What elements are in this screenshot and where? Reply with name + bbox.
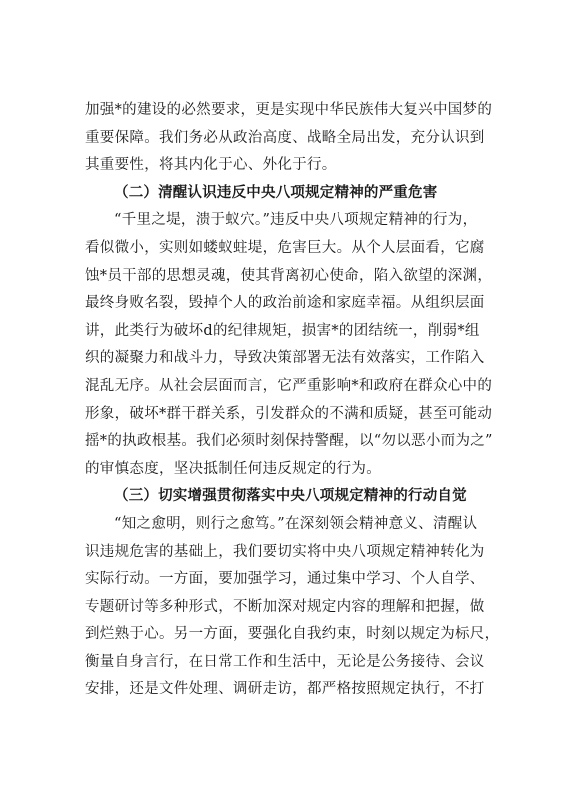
- paragraph-line: “知之愈明，则行之愈笃。”在深刻领会精神意义、清醒认: [114, 515, 478, 532]
- paragraph-line: 重要保障。我们务必从政治高度、战略全局出发，充分认识到: [85, 129, 485, 146]
- paragraph-line: 衡量自身言行，在日常工作和生活中，无论是公务接待、会议: [85, 653, 485, 670]
- paragraph-line: 专题研讨等多种形式，不断加深对规定内容的理解和把握，做: [85, 598, 485, 615]
- paragraph-line: 看似微小，实则如蝼蚁蛀堤，危害巨大。从个人层面看，它腐: [85, 239, 485, 256]
- section-1-tail: [85, 97, 493, 180]
- paragraph-line: 混乱无序。从社会层面而言，它严重影响*和政府在群众心中的: [85, 377, 493, 394]
- section-3: [85, 483, 500, 704]
- paragraph-line: 其重要性，将其内化于心、外化于行。: [85, 157, 337, 174]
- section-heading: （二）清醒认识违反中央八项规定精神的严重危害: [114, 184, 438, 201]
- paragraph-line: 织的凝聚力和战斗力，导致决策部署无法有效落实，工作陷入: [85, 350, 485, 367]
- paragraph-line: 最终身败名裂，毁掉个人的政治前途和家庭幸福。从组织层面: [85, 295, 485, 312]
- paragraph-line: 到烂熟于心。另一方面，要强化自我约束，时刻以规定为标尺，: [85, 626, 500, 643]
- section-2: [85, 180, 493, 484]
- document-body: [85, 97, 500, 704]
- paragraph-line: 安排，还是文件处理、调研走访，都严格按照规定执行，不打: [85, 681, 485, 698]
- section-heading: （三）切实增强贯彻落实中央八项规定精神的行动自觉: [114, 488, 467, 505]
- paragraph-line: 蚀*员干部的思想灵魂，使其背离初心使命，陷入欲望的深渊，: [85, 267, 493, 284]
- paragraph-line: “千里之堤，溃于蚁穴。”违反中央八项规定精神的行为，: [114, 212, 478, 229]
- paragraph-line: 讲，此类行为破坏d的纪律规矩，损害*的团结统一，削弱*组: [85, 322, 480, 339]
- paragraph-line: 实际行动。一方面，要加强学习，通过集中学习、个人自学、: [85, 571, 485, 588]
- paragraph-line: 加强*的建设的必然要求，更是实现中华民族伟大复兴中国梦的: [85, 102, 493, 118]
- paragraph-line: 识违规危害的基础上，我们要切实将中央八项规定精神转化为: [85, 543, 485, 560]
- paragraph-line: 摇*的执政根基。我们必须时刻保持警醒，以“勿以恶小而为之”: [85, 433, 493, 450]
- paragraph-line: 的审慎态度，坚决抵制任何违反规定的行为。: [85, 460, 381, 477]
- paragraph-line: 形象，破坏*群干群关系，引发群众的不满和质疑，甚至可能动: [85, 405, 493, 422]
